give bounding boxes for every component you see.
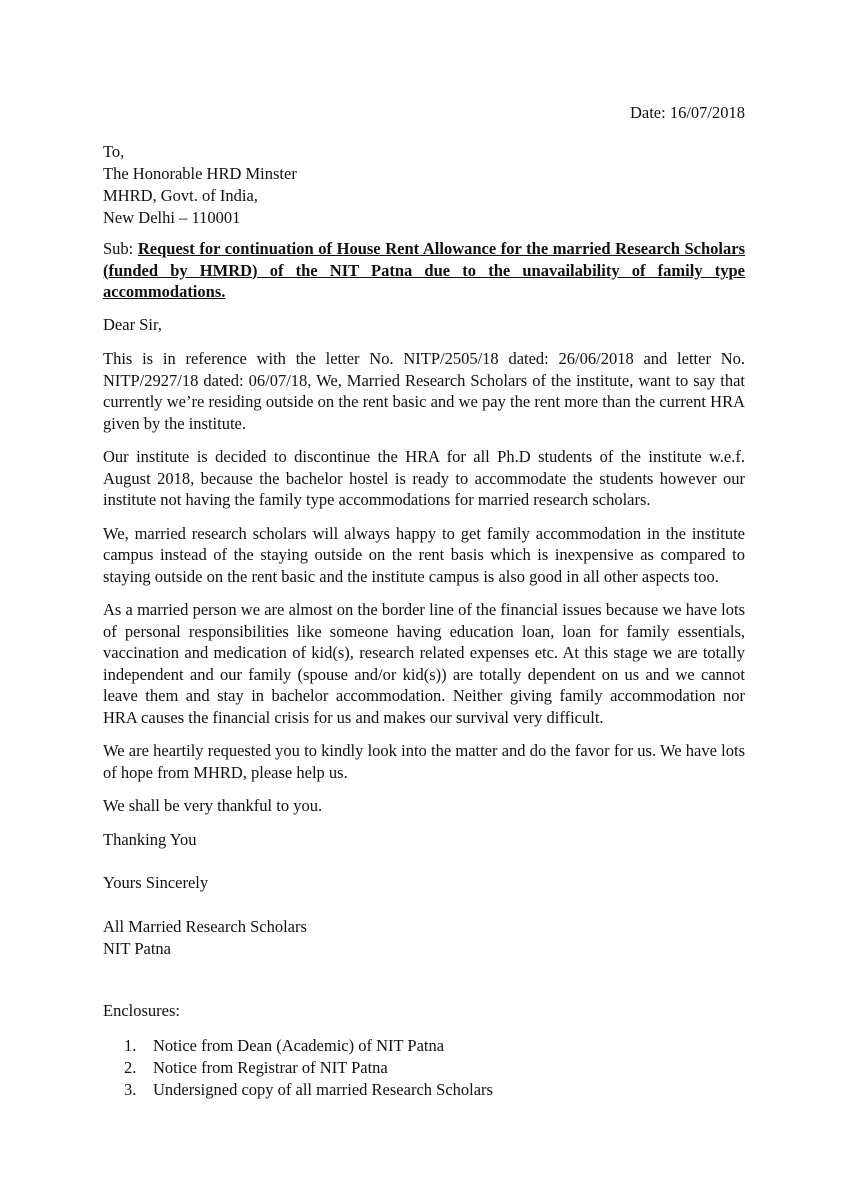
letter-body (103, 238, 745, 1101)
enclosure-text: Undersigned copy of all married Research Scholars (153, 1080, 493, 1099)
signature-line: All Married Research Scholars (103, 916, 307, 936)
enclosure-item (124, 1057, 745, 1079)
closing-line: Yours Sincerely (103, 873, 209, 892)
thanking-line: Thanking You (103, 829, 197, 849)
address-line: The Honorable HRD Minster (103, 164, 297, 183)
enclosure-item (124, 1079, 745, 1101)
enclosure-text: Notice from Dean (Academic) of NIT Patna (153, 1036, 445, 1055)
subject-line (103, 238, 745, 303)
body-paragraph: As a married person we are almost on the border line of the financial issues because we have lots of personal responsibilities like someone having education loan, loan for family essentials, vaccination and medication of kid(s), research related expenses etc. At this stage we are totally independent and our family (spouse and/or kid(s)) are totally dependent on us and we cannot leave them and stay in bachelor accommodation. Neither giving family accommodation nor HRA causes the financial crisis for us and makes our survival very difficult. (103, 600, 745, 727)
address-line: To, (103, 142, 125, 161)
address-line: MHRD, Govt. of India, (103, 186, 258, 205)
enclosure-text: Notice from Registrar of NIT Patna (153, 1058, 388, 1077)
body-paragraph: We, married research scholars will always happy to get family accommodation in the institute campus instead of the staying outside on the rent basis which is inexpensive as compared to staying outside on the rent basic and the institute campus is also good in all other aspects too. (103, 523, 745, 586)
body-paragraph: We are heartily requested you to kindly look into the matter and do the favor for us. We have lots of hope from MHRD, please help us. (103, 741, 745, 782)
address-line: New Delhi – 110001 (103, 208, 241, 227)
salutation: Dear Sir, (103, 314, 162, 334)
letter-date: Date: 16/07/2018 (629, 103, 745, 122)
recipient-address (103, 141, 297, 229)
body-paragraph: We shall be very thankful to you. (103, 796, 323, 815)
enclosure-list (103, 1035, 745, 1101)
enclosure-number: 1. (124, 1036, 137, 1055)
enclosure-number: 2. (124, 1058, 137, 1077)
signature-line: NIT Patna (103, 938, 171, 958)
enclosure-number: 3. (124, 1080, 137, 1099)
enclosures-title: Enclosures: (103, 1000, 180, 1020)
enclosure-item (124, 1035, 745, 1057)
signature-block (103, 916, 745, 960)
subject-label: Sub: (103, 239, 134, 258)
subject-text: Request for continuation of House Rent Allowance for the married Research Scholars (funded by HMRD) of the NIT Patna due to the unavailability of family type accommodations. (103, 239, 746, 301)
body-paragraph: Our institute is decided to discontinue the HRA for all Ph.D students of the institute w.e.f. August 2018, because the bachelor hostel is ready to accommodate the students however our institute not having the family type accommodations for married research scholars. (103, 447, 745, 509)
body-paragraph: This is in reference with the letter No. NITP/2505/18 dated: 26/06/2018 and letter No. NITP/2927/18 dated: 06/07/18, We, Married Research Scholars of the institute, want to say that currently we’re residing outside on the rent basic and we pay the rent more than the current HRA given by the institute. (103, 349, 745, 433)
